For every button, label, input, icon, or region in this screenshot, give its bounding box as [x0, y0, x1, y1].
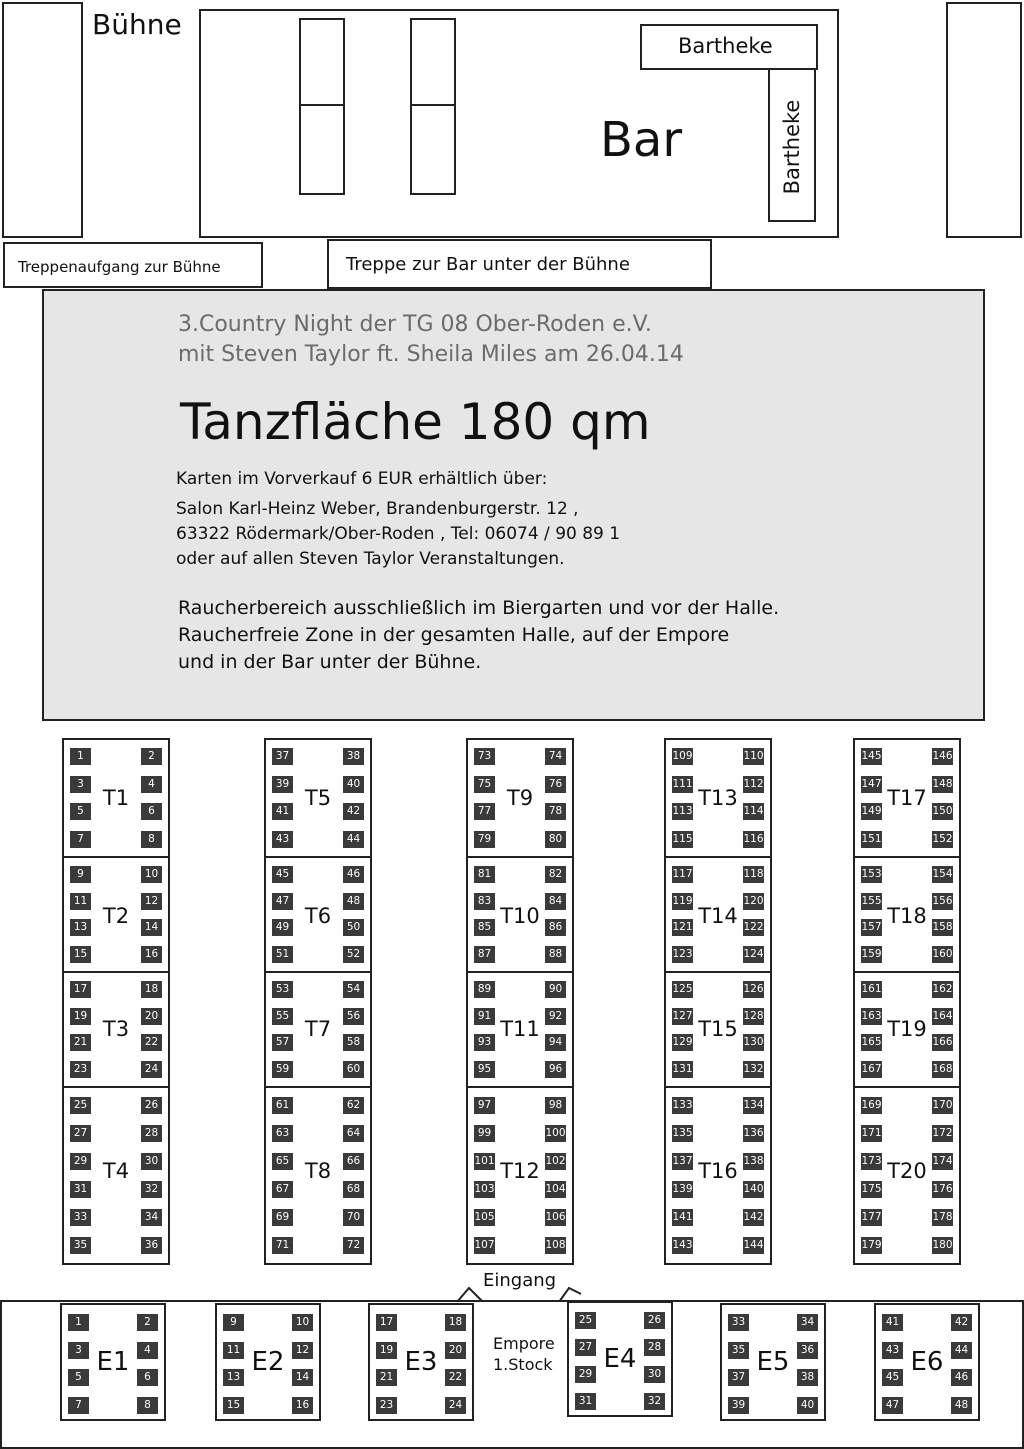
seat-t10-85: 85	[474, 919, 495, 936]
seat-e2-16: 16	[292, 1397, 313, 1414]
dance-floor-size: Tanzfläche 180 qm	[180, 393, 651, 451]
seat-t2-15: 15	[70, 946, 91, 963]
seat-e3-17: 17	[376, 1314, 397, 1331]
seat-t4-36: 36	[141, 1237, 162, 1254]
seat-e3-22: 22	[445, 1369, 466, 1386]
seat-t1-6: 6	[141, 803, 162, 820]
seat-t18-154: 154	[932, 866, 953, 883]
seat-t19-162: 162	[932, 981, 953, 998]
seat-e4-27: 27	[575, 1339, 596, 1356]
seat-e4-30: 30	[644, 1366, 665, 1383]
seat-t1-2: 2	[141, 748, 162, 765]
bar-stool-1a	[299, 18, 345, 106]
seat-t15-127: 127	[672, 1008, 693, 1025]
bar-stool-1b	[299, 104, 345, 195]
seat-t7-56: 56	[343, 1008, 364, 1025]
seat-e6-48: 48	[951, 1397, 972, 1414]
seat-t14-124: 124	[743, 946, 764, 963]
seat-t10-83: 83	[474, 893, 495, 910]
seat-t18-160: 160	[932, 946, 953, 963]
seat-t20-172: 172	[932, 1125, 953, 1142]
seat-t12-104: 104	[545, 1181, 566, 1198]
seat-t12-99: 99	[474, 1125, 495, 1142]
bar-stairs-label: Treppe zur Bar unter der Bühne	[346, 254, 630, 275]
smoking-info-2: Raucherfreie Zone in der gesamten Halle, auf der Empore	[178, 624, 730, 646]
seat-e2-13: 13	[223, 1369, 244, 1386]
seat-t7-55: 55	[272, 1008, 293, 1025]
seat-t16-134: 134	[743, 1097, 764, 1114]
seat-t19-165: 165	[861, 1034, 882, 1051]
bar-counter-side-label: Bartheke	[780, 99, 804, 195]
seat-t4-25: 25	[70, 1097, 91, 1114]
seat-t15-132: 132	[743, 1061, 764, 1078]
seat-t2-16: 16	[141, 946, 162, 963]
seat-t10-81: 81	[474, 866, 495, 883]
seat-e3-19: 19	[376, 1342, 397, 1359]
seat-e2-10: 10	[292, 1314, 313, 1331]
seat-t16-138: 138	[743, 1153, 764, 1170]
seat-t4-35: 35	[70, 1237, 91, 1254]
seat-t16-142: 142	[743, 1209, 764, 1226]
seat-t3-21: 21	[70, 1034, 91, 1051]
seat-e5-35: 35	[728, 1342, 749, 1359]
seat-t4-33: 33	[70, 1209, 91, 1226]
table-label-t20: T20	[887, 1159, 927, 1183]
seat-t1-7: 7	[70, 831, 91, 848]
table-label-t14: T14	[698, 904, 738, 928]
seat-t4-28: 28	[141, 1125, 162, 1142]
seat-t13-109: 109	[672, 748, 693, 765]
seat-t4-30: 30	[141, 1153, 162, 1170]
seat-t4-32: 32	[141, 1181, 162, 1198]
seat-e5-40: 40	[797, 1397, 818, 1414]
seat-t15-129: 129	[672, 1034, 693, 1051]
seat-t1-1: 1	[70, 748, 91, 765]
seat-t8-68: 68	[343, 1181, 364, 1198]
seat-t8-72: 72	[343, 1237, 364, 1254]
seat-t5-37: 37	[272, 748, 293, 765]
stage-label: Bühne	[92, 8, 182, 41]
seat-e2-11: 11	[223, 1342, 244, 1359]
seat-t6-51: 51	[272, 946, 293, 963]
seat-t2-13: 13	[70, 919, 91, 936]
seat-e6-43: 43	[882, 1342, 903, 1359]
seat-e2-14: 14	[292, 1369, 313, 1386]
seat-t4-31: 31	[70, 1181, 91, 1198]
event-title-line1: 3.Country Night der TG 08 Ober-Roden e.V.	[178, 312, 652, 337]
seat-t19-167: 167	[861, 1061, 882, 1078]
ticket-info: Karten im Vorverkauf 6 EUR erhältlich über:	[176, 469, 548, 489]
seat-t17-152: 152	[932, 831, 953, 848]
seat-t10-82: 82	[545, 866, 566, 883]
ticket-address-2: 63322 Rödermark/Ober-Roden , Tel: 06074 / 90 89 1	[176, 524, 621, 544]
seat-t11-96: 96	[545, 1061, 566, 1078]
table-label-t3: T3	[102, 1017, 130, 1041]
stage-stairs-label: Treppenaufgang zur Bühne	[18, 258, 221, 276]
seat-t12-108: 108	[545, 1237, 566, 1254]
seat-t12-105: 105	[474, 1209, 495, 1226]
seat-e5-37: 37	[728, 1369, 749, 1386]
seat-t8-66: 66	[343, 1153, 364, 1170]
seat-e1-3: 3	[68, 1342, 89, 1359]
seat-t20-171: 171	[861, 1125, 882, 1142]
table-label-t4: T4	[102, 1159, 130, 1183]
seat-t4-34: 34	[141, 1209, 162, 1226]
seat-t14-118: 118	[743, 866, 764, 883]
seat-t5-41: 41	[272, 803, 293, 820]
seat-e5-36: 36	[797, 1342, 818, 1359]
seat-t2-14: 14	[141, 919, 162, 936]
seat-t4-27: 27	[70, 1125, 91, 1142]
seat-t7-54: 54	[343, 981, 364, 998]
seat-t9-78: 78	[545, 803, 566, 820]
seat-e1-8: 8	[137, 1397, 158, 1414]
bar-stool-2b	[410, 104, 456, 195]
seat-t12-107: 107	[474, 1237, 495, 1254]
seat-t16-140: 140	[743, 1181, 764, 1198]
seat-t5-43: 43	[272, 831, 293, 848]
gallery-table-label-e4: E4	[603, 1344, 637, 1374]
seat-t17-145: 145	[861, 748, 882, 765]
seat-t9-75: 75	[474, 776, 495, 793]
seat-e1-5: 5	[68, 1369, 89, 1386]
seat-t12-106: 106	[545, 1209, 566, 1226]
table-label-t9: T9	[506, 786, 534, 810]
seat-t8-70: 70	[343, 1209, 364, 1226]
seat-t12-101: 101	[474, 1153, 495, 1170]
table-label-t15: T15	[698, 1017, 738, 1041]
seat-e5-39: 39	[728, 1397, 749, 1414]
seat-t2-11: 11	[70, 893, 91, 910]
smoking-info-3: und in der Bar unter der Bühne.	[178, 651, 482, 673]
seat-t10-88: 88	[545, 946, 566, 963]
seat-t7-53: 53	[272, 981, 293, 998]
seat-t10-86: 86	[545, 919, 566, 936]
seat-t3-18: 18	[141, 981, 162, 998]
seat-t13-116: 116	[743, 831, 764, 848]
seat-t20-176: 176	[932, 1181, 953, 1198]
seat-t6-49: 49	[272, 919, 293, 936]
seat-t16-135: 135	[672, 1125, 693, 1142]
seat-t20-170: 170	[932, 1097, 953, 1114]
seat-e6-46: 46	[951, 1369, 972, 1386]
event-title-line2: mit Steven Taylor ft. Sheila Miles am 26.04.14	[178, 342, 684, 367]
seat-t19-161: 161	[861, 981, 882, 998]
seat-t13-112: 112	[743, 776, 764, 793]
seat-t1-5: 5	[70, 803, 91, 820]
table-label-t2: T2	[102, 904, 130, 928]
seat-t7-57: 57	[272, 1034, 293, 1051]
entrance-label: Eingang	[483, 1270, 557, 1291]
seat-t4-29: 29	[70, 1153, 91, 1170]
seat-e6-44: 44	[951, 1342, 972, 1359]
seat-e1-7: 7	[68, 1397, 89, 1414]
seat-t16-141: 141	[672, 1209, 693, 1226]
seat-t19-168: 168	[932, 1061, 953, 1078]
table-label-t1: T1	[102, 786, 130, 810]
left-wall-block	[2, 2, 83, 238]
seat-e5-33: 33	[728, 1314, 749, 1331]
seat-e3-18: 18	[445, 1314, 466, 1331]
seat-t9-77: 77	[474, 803, 495, 820]
seat-t15-128: 128	[743, 1008, 764, 1025]
seat-t18-155: 155	[861, 893, 882, 910]
seat-t2-12: 12	[141, 893, 162, 910]
seat-t14-120: 120	[743, 893, 764, 910]
seat-e2-9: 9	[223, 1314, 244, 1331]
table-label-t12: T12	[500, 1159, 540, 1183]
seat-t14-117: 117	[672, 866, 693, 883]
seat-t1-4: 4	[141, 776, 162, 793]
table-label-t17: T17	[887, 786, 927, 810]
seat-t20-175: 175	[861, 1181, 882, 1198]
gallery-label-1: Empore	[493, 1334, 555, 1353]
seat-e4-25: 25	[575, 1312, 596, 1329]
gallery-label-2: 1.Stock	[493, 1355, 553, 1374]
seat-t20-177: 177	[861, 1209, 882, 1226]
bar-label: Bar	[600, 112, 683, 168]
seat-t8-69: 69	[272, 1209, 293, 1226]
seat-e6-42: 42	[951, 1314, 972, 1331]
seat-e4-29: 29	[575, 1366, 596, 1383]
seat-t8-63: 63	[272, 1125, 293, 1142]
seat-t16-144: 144	[743, 1237, 764, 1254]
seat-e4-31: 31	[575, 1393, 596, 1410]
seat-t13-110: 110	[743, 748, 764, 765]
seat-t12-100: 100	[545, 1125, 566, 1142]
seat-e5-34: 34	[797, 1314, 818, 1331]
seat-t16-143: 143	[672, 1237, 693, 1254]
seat-e2-15: 15	[223, 1397, 244, 1414]
seat-t18-158: 158	[932, 919, 953, 936]
seat-t6-45: 45	[272, 866, 293, 883]
seat-t18-156: 156	[932, 893, 953, 910]
seat-t19-163: 163	[861, 1008, 882, 1025]
seat-t15-131: 131	[672, 1061, 693, 1078]
seat-t17-149: 149	[861, 803, 882, 820]
seat-t19-164: 164	[932, 1008, 953, 1025]
seat-e3-20: 20	[445, 1342, 466, 1359]
seat-e4-28: 28	[644, 1339, 665, 1356]
table-label-t8: T8	[304, 1159, 332, 1183]
gallery-table-label-e6: E6	[910, 1347, 944, 1377]
gallery-table-label-e1: E1	[96, 1347, 130, 1377]
seat-t2-10: 10	[141, 866, 162, 883]
seat-t8-67: 67	[272, 1181, 293, 1198]
seat-e1-6: 6	[137, 1369, 158, 1386]
seat-t20-173: 173	[861, 1153, 882, 1170]
table-label-t7: T7	[304, 1017, 332, 1041]
seat-t14-123: 123	[672, 946, 693, 963]
seat-t11-94: 94	[545, 1034, 566, 1051]
seat-t14-119: 119	[672, 893, 693, 910]
seat-e4-32: 32	[644, 1393, 665, 1410]
seat-t11-89: 89	[474, 981, 495, 998]
seat-e5-38: 38	[797, 1369, 818, 1386]
seat-t6-48: 48	[343, 893, 364, 910]
bar-counter-top-label: Bartheke	[678, 34, 773, 58]
gallery-table-label-e5: E5	[756, 1347, 790, 1377]
seat-e6-45: 45	[882, 1369, 903, 1386]
seat-t7-59: 59	[272, 1061, 293, 1078]
table-label-t11: T11	[500, 1017, 540, 1041]
seat-t2-9: 9	[70, 866, 91, 883]
seat-t11-90: 90	[545, 981, 566, 998]
seat-t9-79: 79	[474, 831, 495, 848]
seat-t7-58: 58	[343, 1034, 364, 1051]
seat-t6-47: 47	[272, 893, 293, 910]
table-label-t18: T18	[887, 904, 927, 928]
seat-t14-121: 121	[672, 919, 693, 936]
bar-stool-2a	[410, 18, 456, 106]
seat-t13-111: 111	[672, 776, 693, 793]
seat-t3-24: 24	[141, 1061, 162, 1078]
seat-t5-39: 39	[272, 776, 293, 793]
right-wall-block	[946, 2, 1022, 238]
seat-t17-146: 146	[932, 748, 953, 765]
seat-t9-76: 76	[545, 776, 566, 793]
seat-t8-62: 62	[343, 1097, 364, 1114]
seat-t13-114: 114	[743, 803, 764, 820]
seat-t20-178: 178	[932, 1209, 953, 1226]
seat-t19-166: 166	[932, 1034, 953, 1051]
ticket-address-1: Salon Karl-Heinz Weber, Brandenburgerstr. 12 ,	[176, 499, 579, 519]
seat-t8-61: 61	[272, 1097, 293, 1114]
seat-t18-159: 159	[861, 946, 882, 963]
seat-t12-97: 97	[474, 1097, 495, 1114]
seat-t1-3: 3	[70, 776, 91, 793]
seat-e3-23: 23	[376, 1397, 397, 1414]
ticket-address-3: oder auf allen Steven Taylor Veranstaltungen.	[176, 549, 565, 569]
seat-e6-47: 47	[882, 1397, 903, 1414]
seat-t1-8: 8	[141, 831, 162, 848]
seat-e1-1: 1	[68, 1314, 89, 1331]
seat-t16-139: 139	[672, 1181, 693, 1198]
seat-t20-174: 174	[932, 1153, 953, 1170]
seat-t8-65: 65	[272, 1153, 293, 1170]
seat-e4-26: 26	[644, 1312, 665, 1329]
seat-t18-153: 153	[861, 866, 882, 883]
seat-t16-137: 137	[672, 1153, 693, 1170]
seat-t10-87: 87	[474, 946, 495, 963]
seat-e6-41: 41	[882, 1314, 903, 1331]
seat-t11-91: 91	[474, 1008, 495, 1025]
seat-t17-151: 151	[861, 831, 882, 848]
seat-t18-157: 157	[861, 919, 882, 936]
seat-t3-20: 20	[141, 1008, 162, 1025]
seat-e1-2: 2	[137, 1314, 158, 1331]
seat-e1-4: 4	[137, 1342, 158, 1359]
seat-t11-93: 93	[474, 1034, 495, 1051]
seat-e3-24: 24	[445, 1397, 466, 1414]
seat-t10-84: 84	[545, 893, 566, 910]
seat-t14-122: 122	[743, 919, 764, 936]
seat-t3-23: 23	[70, 1061, 91, 1078]
seat-t5-42: 42	[343, 803, 364, 820]
seat-t11-95: 95	[474, 1061, 495, 1078]
seat-e2-12: 12	[292, 1342, 313, 1359]
table-label-t6: T6	[304, 904, 332, 928]
seat-t4-26: 26	[141, 1097, 162, 1114]
gallery-table-label-e3: E3	[404, 1347, 438, 1377]
seat-t16-133: 133	[672, 1097, 693, 1114]
gallery-table-label-e2: E2	[251, 1347, 285, 1377]
seat-t17-150: 150	[932, 803, 953, 820]
seat-t8-64: 64	[343, 1125, 364, 1142]
seat-t15-125: 125	[672, 981, 693, 998]
seat-t20-180: 180	[932, 1237, 953, 1254]
seat-t9-73: 73	[474, 748, 495, 765]
seat-t6-50: 50	[343, 919, 364, 936]
seat-t6-52: 52	[343, 946, 364, 963]
seat-t17-148: 148	[932, 776, 953, 793]
seat-t5-44: 44	[343, 831, 364, 848]
seat-t11-92: 92	[545, 1008, 566, 1025]
seat-e3-21: 21	[376, 1369, 397, 1386]
seat-t20-179: 179	[861, 1237, 882, 1254]
seat-t3-17: 17	[70, 981, 91, 998]
seat-t5-40: 40	[343, 776, 364, 793]
seat-t12-98: 98	[545, 1097, 566, 1114]
table-label-t5: T5	[304, 786, 332, 810]
seat-t12-103: 103	[474, 1181, 495, 1198]
seat-t7-60: 60	[343, 1061, 364, 1078]
table-label-t19: T19	[887, 1017, 927, 1041]
seat-t13-115: 115	[672, 831, 693, 848]
seat-t13-113: 113	[672, 803, 693, 820]
seat-t6-46: 46	[343, 866, 364, 883]
seat-t17-147: 147	[861, 776, 882, 793]
seat-t9-74: 74	[545, 748, 566, 765]
seat-t3-22: 22	[141, 1034, 162, 1051]
table-label-t16: T16	[698, 1159, 738, 1183]
seat-t15-126: 126	[743, 981, 764, 998]
seat-t8-71: 71	[272, 1237, 293, 1254]
seat-t15-130: 130	[743, 1034, 764, 1051]
seat-t5-38: 38	[343, 748, 364, 765]
seat-t20-169: 169	[861, 1097, 882, 1114]
seat-t16-136: 136	[743, 1125, 764, 1142]
smoking-info-1: Raucherbereich ausschließlich im Biergarten und vor der Halle.	[178, 597, 780, 619]
seat-t9-80: 80	[545, 831, 566, 848]
seat-t3-19: 19	[70, 1008, 91, 1025]
table-label-t10: T10	[500, 904, 540, 928]
seat-t12-102: 102	[545, 1153, 566, 1170]
table-label-t13: T13	[698, 786, 738, 810]
